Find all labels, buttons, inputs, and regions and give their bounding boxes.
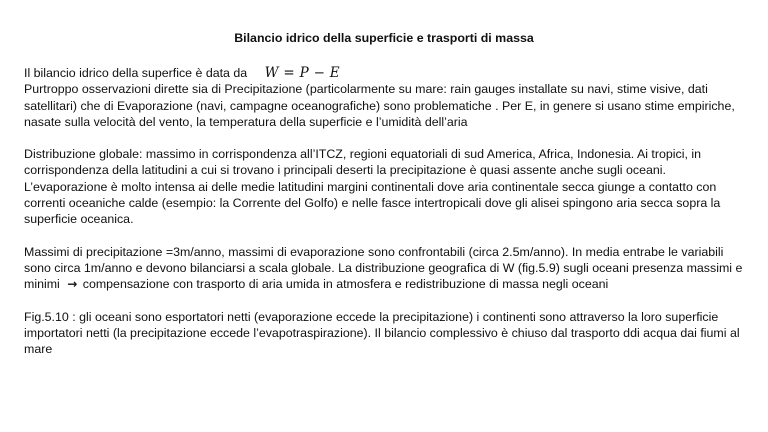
maxima-text: Massimi di precipitazione =3m/anno, massimi di evaporazione sono confrontabili (circa 2.5m/anno). In media entrabe le variabili sono circa 1m/anno e devono bilanciarsi a scala globale. La distribuzione geografica di W (fig.5.9) sugli oceani presenza massimi e minimi	[24, 244, 743, 292]
water-balance-intro: Il bilancio idrico della superfice è data da	[24, 66, 248, 80]
slide-title: Bilancio idrico della superficie e trasporti di massa	[234, 31, 534, 45]
paragraph-global-distribution: Distribuzione globale: massimo in corrispondenza all’ITCZ, regioni equatoriali di sud America, Africa, Indonesia. Ai tropici, in corrispondenza della latitudini a cui si trovano i principali deserti la precipitazione è quasi assente anche sugli oceani. L’evaporazione è molto intensa ai delle medie latitudini margini continentali dove aria continentale secca giunge a contatto con correnti oceaniche calde (esempio: la Corrente del Golfo) e nelle fasce intertropicali dove gli alisei spingono aria secca sopra la superficie oceanica.	[24, 147, 721, 227]
right-arrow-icon: →	[67, 277, 78, 292]
water-balance-formula: W = P − E	[264, 65, 340, 81]
observations-text: Purtroppo osservazioni dirette sia di Precipitazione (particolarmente su mare: rain gauges installate su navi, stime visive, dati satellitari) che di Evaporazione (navi, campagne oceanografiche) sono problematiche . Per E, in genere si usano stime empiriche, nasate sulla velocità del vento, la temperatura della superficie e l’umidità dell’aria	[24, 82, 735, 129]
paragraph-maxima	[24, 244, 744, 293]
paragraph-water-balance	[24, 65, 744, 130]
compensation-text: compensazione con trasporto di aria umida in atmosfera e redistribuzione di massa negli oceani	[79, 277, 609, 292]
paragraph-fig-5-10: Fig.5.10 : gli oceani sono esportatori netti (evaporazione eccede la precipitazione) i continenti sono attraverso la loro superficie importatori netti (la precipitazione eccede l’evapotraspirazione). Il bilancio complessivo è chiuso dal trasporto ddi acqua dai fiumi al mare	[24, 309, 740, 357]
